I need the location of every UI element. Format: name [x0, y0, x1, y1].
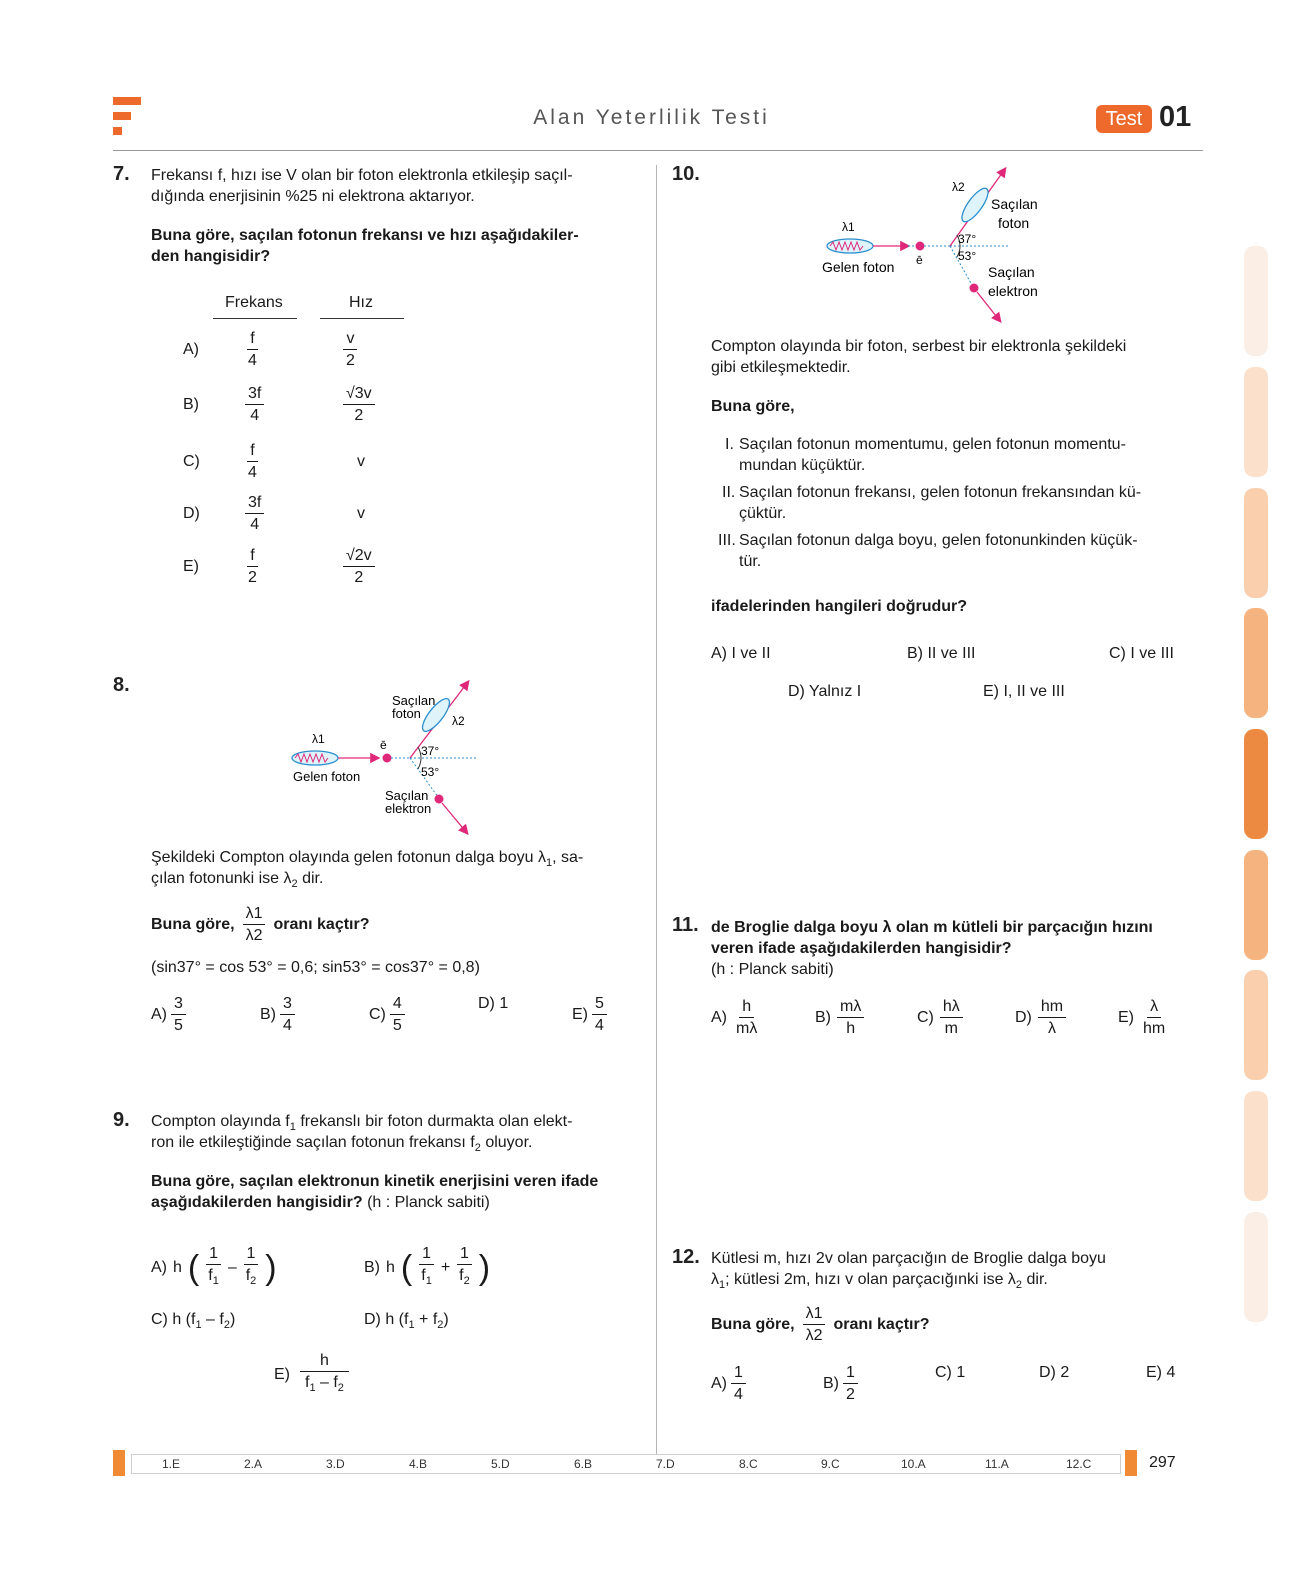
page-number: 297: [1149, 1454, 1176, 1471]
q8-option-label: C): [369, 1005, 386, 1023]
q10-option-b[interactable]: B) II ve III: [907, 645, 976, 662]
q9-option-c[interactable]: [151, 1311, 235, 1331]
q10-scattered-photon-1: Saçılan: [991, 196, 1038, 212]
q11-option-label: D): [1015, 1008, 1032, 1026]
q11-option-frac: [1038, 998, 1066, 1037]
test-number: 01: [1159, 101, 1192, 133]
q12-option-frac-den: 4: [734, 1386, 743, 1403]
q8-text-b: çılan fotonunki ise λ: [151, 870, 292, 887]
q9-e-den-mid: – f: [315, 1374, 338, 1391]
answer-key-item: 10.A: [901, 1457, 926, 1471]
q10-text-line2: gibi etkileşmektedir.: [711, 359, 851, 376]
q12-text-b-sub: 1: [719, 1279, 726, 1292]
q10-statement-line2: tür.: [739, 553, 762, 570]
side-tab-1[interactable]: [1244, 246, 1268, 356]
q8-angle-53: 53°: [421, 765, 440, 779]
q8-option-label: E): [572, 1005, 588, 1023]
q7-col-speed: Hız: [349, 294, 373, 311]
side-tab-4[interactable]: [1244, 608, 1268, 718]
q11-option-frac-den: λ: [1048, 1020, 1056, 1037]
q8-option-label: A): [151, 1005, 167, 1023]
q11-text-line2: veren ifade aşağıdakilerden hangisidir?: [711, 940, 1012, 957]
q11-option-d[interactable]: [1015, 998, 1066, 1037]
q10-incoming-label: Gelen foton: [822, 259, 895, 275]
q12-option-frac-num: 1: [731, 1364, 746, 1384]
q12-text-line2: [711, 1269, 1048, 1296]
q9-option-d-sub2: 2: [437, 1319, 444, 1332]
q7-option-speed-num: √3v: [343, 385, 375, 405]
q9-a-f2-den-sub: 2: [250, 1275, 257, 1288]
q9-b-f2-num: 1: [457, 1245, 472, 1265]
q8-ratio-num: λ1: [243, 905, 266, 925]
side-tab-3[interactable]: [1244, 488, 1268, 598]
q8-text-line2: [151, 868, 323, 895]
q9-question-line1: Buna göre, saçılan elektronun kinetik enerjisini veren ifade: [151, 1173, 599, 1190]
q12-ratio-den: λ2: [805, 1327, 823, 1344]
q9-option-c-sub2: 2: [223, 1319, 230, 1332]
q9-b-f1-den: [418, 1265, 435, 1290]
question-number-12: 12.: [672, 1246, 700, 1268]
q9-e-num: h: [300, 1352, 349, 1372]
q8-electron-label: ē: [380, 738, 387, 752]
q11-option-b[interactable]: [815, 998, 864, 1037]
q7-option-speed-wrap: [343, 547, 375, 586]
q9-question-line2-rest: (h : Planck sabiti): [362, 1194, 490, 1211]
q8-compton-diagram: [280, 675, 500, 840]
q12-option-label: B): [823, 1374, 839, 1392]
q8-ratio: [243, 905, 266, 944]
q7-option-freq: [245, 442, 260, 481]
q9-option-c-close: ): [229, 1311, 236, 1328]
q7-option-speed: [343, 330, 358, 369]
q9-option-c-sub1: 1: [195, 1319, 202, 1332]
answer-key-item: 7.D: [656, 1457, 675, 1471]
q7-option-label: D): [183, 505, 200, 522]
q10-option-a[interactable]: A) I ve II: [711, 645, 771, 662]
q7-option-label: E): [183, 558, 199, 575]
q7-text-line2: dığında enerjisinin %25 ni elektrona aktarıyor.: [151, 188, 475, 205]
test-badge: Test: [1096, 105, 1152, 133]
q7-option-freq-num: f: [247, 330, 257, 350]
q10-scattered-electron-2: elektron: [988, 283, 1038, 299]
q8-option-frac-den: 4: [283, 1017, 292, 1034]
q9-option-a-paren-close: ): [265, 1248, 277, 1287]
side-tab-2[interactable]: [1244, 367, 1268, 477]
q12-text-b-mid: ; kütlesi 2m, hızı v olan parçacığınki ise λ: [725, 1271, 1016, 1288]
q8-text-b-sub: 2: [291, 878, 298, 891]
q7-option-speed: v: [357, 453, 365, 470]
q7-option-freq-den: 2: [248, 569, 257, 586]
q9-option-a-frac2: [243, 1245, 260, 1290]
q10-electron-label: ē: [916, 253, 923, 267]
q12-option-label: A): [711, 1374, 727, 1392]
q9-a-f2-den: [243, 1265, 260, 1290]
q8-incoming-label: Gelen foton: [293, 769, 361, 784]
q9-option-d-text: D) h (f: [364, 1311, 409, 1328]
answer-key-item: 4.B: [409, 1457, 428, 1471]
q8-text-a-end: , sa-: [552, 849, 584, 866]
q9-question-line2: [151, 1192, 490, 1214]
q8-option-frac: [390, 995, 405, 1034]
q10-electron: [916, 242, 925, 251]
q7-option-label: A): [183, 341, 199, 358]
side-tab-6[interactable]: [1244, 850, 1268, 960]
q11-option-frac-den: hm: [1143, 1020, 1166, 1037]
q8-option-c[interactable]: [369, 995, 405, 1034]
q8-option-e[interactable]: [572, 995, 607, 1034]
page-title: Alan Yeterlilik Testi: [533, 106, 770, 129]
q7-option-c[interactable]: [183, 442, 423, 490]
q11-option-frac-den: mλ: [736, 1020, 758, 1037]
q12-text-b-end: dir.: [1022, 1271, 1048, 1288]
q9-question-line2-bold: aşağıdakilerden hangisidir?: [151, 1194, 363, 1211]
q7-option-freq: [245, 385, 264, 424]
q7-option-freq-den: 4: [250, 516, 260, 533]
answer-key-item: 3.D: [326, 1457, 345, 1471]
q10-angle-53: 53°: [958, 249, 977, 263]
q9-b-f1-num: 1: [419, 1245, 434, 1265]
q7-option-speed-wrap: [357, 453, 365, 471]
q9-text-a-end: frekanslı bir foton durmakta olan elekt-: [295, 1113, 573, 1130]
q7-option-freq-den: 4: [250, 407, 260, 424]
q8-scattered-electron-2: elektron: [385, 801, 432, 816]
q7-option-freq: [245, 330, 260, 369]
q8-option-label: D) 1: [478, 995, 509, 1012]
q12-option-c[interactable]: [935, 1364, 965, 1382]
q10-lambda1: λ1: [842, 220, 855, 234]
q9-option-b[interactable]: [364, 1245, 490, 1290]
q8-electron: [383, 754, 392, 763]
q10-statement-line2: mundan küçüktür.: [739, 457, 866, 474]
question-number-8: 8.: [113, 674, 130, 696]
q8-option-frac-num: 3: [280, 995, 295, 1015]
q11-option-frac-num: mλ: [837, 998, 864, 1018]
q8-text-a-sub: 1: [545, 857, 553, 870]
q7-option-d[interactable]: [183, 494, 423, 542]
q7-question-line1: Buna göre, saçılan fotonun frekansı ve hızı aşağıdakiler-: [151, 227, 579, 244]
q12-option-a[interactable]: [711, 1364, 746, 1403]
q10-option-d[interactable]: D) Yalnız I: [788, 683, 862, 700]
q8-option-frac-num: 4: [390, 995, 405, 1015]
q10-option-c[interactable]: C) I ve III: [1109, 645, 1174, 662]
q8-option-b[interactable]: [260, 995, 295, 1034]
side-tab-8[interactable]: [1244, 1091, 1268, 1201]
q9-option-b-label: B): [364, 1258, 380, 1276]
q11-option-frac-den: h: [846, 1020, 856, 1037]
q10-lambda2: λ2: [952, 180, 965, 194]
q7-option-speed-den: 2: [346, 352, 355, 369]
q8-scattered-electron-1: Saçılan: [385, 788, 429, 803]
q9-b-f2-den-sub: 2: [463, 1275, 470, 1288]
header-divider: [113, 150, 1203, 151]
q9-text-a: Compton olayında f: [151, 1113, 290, 1130]
q12-option-e[interactable]: [1146, 1364, 1175, 1382]
q7-option-speed-den: 2: [354, 569, 364, 586]
q9-a-f1-num: 1: [206, 1245, 221, 1265]
q11-text-line1: de Broglie dalga boyu λ olan m kütleli bir parçacığın hızını: [711, 919, 1153, 936]
q9-b-f1-den-f: f: [421, 1267, 426, 1284]
q7-option-freq-num: f: [247, 442, 257, 462]
q9-option-d-sub1: 1: [408, 1319, 415, 1332]
q7-option-freq-wrap: [245, 330, 260, 369]
answer-key-item: 1.E: [162, 1457, 181, 1471]
q7-option-freq-num: f: [247, 547, 257, 567]
q7-option-freq-num: 3f: [245, 385, 264, 405]
q9-b-f2-den-f: f: [459, 1267, 464, 1284]
q9-option-a-paren-open: (: [187, 1248, 200, 1287]
q11-option-frac-num: hm: [1038, 998, 1066, 1018]
q8-option-frac: [280, 995, 295, 1034]
q8-scattered-electron: [435, 795, 444, 804]
q11-option-frac-den: m: [944, 1020, 958, 1037]
answer-key-item: 2.A: [244, 1457, 263, 1471]
q7-col-speed-rule: [320, 318, 404, 319]
q7-text-line1: Frekansı f, hızı ise V olan bir foton elektronla etkileşip saçıl-: [151, 167, 573, 184]
q10-text-line1: Compton olayında bir foton, serbest bir elektronla şekildeki: [711, 338, 1127, 355]
q8-option-d[interactable]: [478, 995, 508, 1013]
q8-option-label: B): [260, 1005, 276, 1023]
answer-key-item: 8.C: [739, 1457, 758, 1471]
q12-question: [711, 1305, 930, 1344]
q9-text-b: ron ile etkileştiğinde saçılan fotonun frekansı f: [151, 1134, 475, 1151]
q9-option-a[interactable]: [151, 1245, 277, 1290]
q9-option-a-label: A): [151, 1258, 167, 1276]
answer-key-left-marker: [113, 1450, 125, 1476]
q9-option-b-frac2: [456, 1245, 473, 1290]
q12-option-frac: [731, 1364, 746, 1403]
answer-key-item: 11.A: [985, 1457, 1009, 1471]
q10-statement-roman: III.: [718, 532, 736, 549]
q7-option-a[interactable]: [183, 330, 423, 378]
q9-e-den-sub1: 1: [309, 1382, 316, 1395]
q9-a-f2-num: 1: [244, 1245, 259, 1265]
q12-text-line1: Kütlesi m, hızı 2v olan parçacığın de Broglie dalga boyu: [711, 1250, 1106, 1267]
q9-option-b-h: h: [386, 1258, 395, 1276]
q11-option-label: B): [815, 1008, 831, 1026]
q7-option-speed-den: 2: [354, 407, 364, 424]
q7-col-freq: Frekans: [225, 294, 283, 311]
q12-option-frac-den: 2: [846, 1386, 855, 1403]
q8-lambda2: λ2: [452, 714, 465, 728]
q9-text-b-sub: 2: [474, 1142, 481, 1155]
q9-option-a-minus: –: [227, 1258, 237, 1276]
q7-option-speed: v: [357, 505, 365, 522]
answer-key-item: 9.C: [821, 1457, 840, 1471]
q11-option-label: E): [1118, 1008, 1134, 1026]
q8-scattered-photon-2: foton: [392, 706, 421, 721]
q7-option-speed-num: v: [343, 330, 357, 350]
answer-key-item: 6.B: [574, 1457, 593, 1471]
q11-option-frac-num: h: [739, 998, 754, 1018]
q8-ratio-den: λ2: [245, 927, 263, 944]
side-tab-7[interactable]: [1244, 970, 1268, 1080]
q9-option-b-plus: +: [440, 1258, 451, 1276]
q7-col-freq-rule: [213, 318, 297, 319]
q7-option-freq-den: 4: [248, 352, 257, 369]
q9-text-b-end: oluyor.: [480, 1134, 533, 1151]
q12-option-label: E) 4: [1146, 1364, 1176, 1381]
q9-text-a-sub: 1: [289, 1121, 296, 1134]
answer-key-item: 5.D: [491, 1457, 510, 1471]
question-number-11: 11.: [672, 914, 699, 936]
q8-option-frac: [171, 995, 186, 1034]
q7-option-speed-num: √2v: [343, 547, 375, 567]
answer-key-right-marker: [1125, 1450, 1137, 1476]
q10-scattered-photon-2: foton: [998, 215, 1030, 231]
q7-option-e[interactable]: [183, 547, 423, 595]
q12-option-b[interactable]: [823, 1364, 858, 1403]
q8-text-b-end: dir.: [297, 870, 324, 887]
q8-given: (sin37° = cos 53° = 0,6; sin53° = cos37° = 0,8): [151, 959, 480, 976]
q10-question-post: ifadelerinden hangileri doğrudur?: [711, 598, 968, 615]
q11-option-frac: [733, 998, 760, 1037]
side-tab-9[interactable]: [1244, 1212, 1268, 1322]
q12-ratio: [803, 1305, 826, 1344]
q9-a-f2-den-f: f: [245, 1267, 251, 1284]
q7-option-b[interactable]: [183, 385, 423, 433]
q11-option-label: A): [711, 1008, 727, 1026]
q7-option-speed-wrap: [343, 330, 358, 369]
q11-option-frac-num: hλ: [940, 998, 963, 1018]
q7-option-freq-wrap: [245, 494, 264, 533]
q8-angle-37: 37°: [421, 744, 440, 758]
q7-option-freq: [245, 547, 260, 586]
q9-option-d[interactable]: [364, 1311, 449, 1331]
q12-text-b-sub2: 2: [1015, 1279, 1023, 1292]
q10-statement-line2: çüktür.: [739, 505, 787, 522]
question-number-10: 10.: [672, 163, 700, 185]
q11-note: (h : Planck sabiti): [711, 961, 834, 978]
q12-option-frac-num: 1: [843, 1364, 858, 1384]
q7-option-speed-wrap: [343, 385, 375, 424]
q9-option-e-label: E): [274, 1365, 290, 1383]
q12-question-pre: Buna göre,: [711, 1315, 795, 1333]
q12-option-label: D) 2: [1039, 1364, 1070, 1381]
q12-option-frac: [843, 1364, 858, 1403]
q8-option-frac-den: 5: [392, 1017, 402, 1034]
q8-option-a[interactable]: [151, 995, 186, 1034]
q7-option-label: C): [183, 453, 200, 470]
q9-option-e[interactable]: [274, 1352, 349, 1397]
q7-question-line2: den hangisidir?: [151, 248, 271, 265]
q9-option-d-close: ): [443, 1311, 449, 1328]
q9-e-den-sub2: 2: [337, 1382, 344, 1395]
q8-electron-arrow: [442, 803, 467, 833]
q8-option-frac: [592, 995, 607, 1034]
q10-question-pre: Buna göre,: [711, 398, 795, 415]
q7-option-freq-den: 4: [248, 464, 257, 481]
q9-option-c-mid: – f: [201, 1311, 224, 1328]
q10-statement-line1: Saçılan fotonun frekansı, gelen fotonun frekansından kü-: [739, 484, 1142, 501]
q11-option-frac: [1140, 998, 1168, 1037]
q10-compton-diagram: [810, 163, 1060, 328]
q11-option-a[interactable]: [711, 998, 760, 1037]
q9-e-den-f1: f: [304, 1374, 310, 1391]
side-tab-5[interactable]: [1244, 729, 1268, 839]
logo-bar-top: [113, 97, 141, 105]
q9-option-c-text: C) h (f: [151, 1311, 196, 1328]
answer-key-strip: [131, 1454, 1121, 1474]
q8-option-frac-num: 5: [592, 995, 607, 1015]
q10-scattered-electron-1: Saçılan: [988, 264, 1035, 280]
q7-option-freq-wrap: [245, 385, 264, 424]
q8-lambda1: λ1: [312, 732, 325, 746]
q11-option-e[interactable]: [1118, 998, 1168, 1037]
q9-a-f1-den-f: f: [208, 1267, 213, 1284]
q11-option-label: C): [917, 1008, 934, 1026]
q8-question-post: oranı kaçtır?: [273, 915, 370, 933]
q8-question: [151, 905, 370, 944]
q12-ratio-num: λ1: [803, 1305, 826, 1325]
answer-key-item: 12.C: [1066, 1457, 1092, 1471]
q9-option-d-mid: + f: [414, 1311, 438, 1328]
q8-scattered-photon-1: Saçılan: [392, 693, 436, 708]
q9-text-line2: [151, 1132, 532, 1159]
q7-option-freq: [245, 494, 264, 533]
q7-option-label: B): [183, 396, 199, 413]
q10-statement-line1: Saçılan fotonun momentumu, gelen fotonun momentu-: [739, 436, 1126, 453]
q7-option-speed: [343, 385, 375, 424]
q10-option-e[interactable]: E) I, II ve III: [983, 683, 1065, 700]
q8-option-frac-den: 5: [174, 1017, 183, 1034]
q12-option-label: C) 1: [935, 1364, 966, 1381]
q12-option-d[interactable]: [1039, 1364, 1069, 1382]
q10-scattered-electron: [970, 284, 979, 293]
q9-option-e-frac: [300, 1352, 349, 1397]
q11-option-frac-num: λ: [1147, 998, 1161, 1018]
q12-question-post: oranı kaçtır?: [833, 1315, 930, 1333]
q7-option-freq-num: 3f: [245, 494, 264, 514]
q9-option-a-h: h: [173, 1258, 182, 1276]
q7-option-speed: [343, 547, 375, 586]
q8-option-frac-num: 3: [171, 995, 186, 1015]
q9-a-f1-den-sub: 1: [212, 1275, 219, 1288]
q9-option-b-paren-open: (: [400, 1248, 413, 1287]
question-number-9: 9.: [113, 1109, 130, 1131]
q8-question-pre: Buna göre,: [151, 915, 235, 933]
q9-option-a-frac1: [205, 1245, 222, 1290]
q9-a-f1-den: [205, 1265, 222, 1290]
q10-statement-roman: I.: [725, 436, 734, 453]
q12-text-b: λ: [711, 1271, 719, 1288]
q9-b-f2-den: [456, 1265, 473, 1290]
q7-option-freq-wrap: [245, 547, 260, 586]
q7-option-freq-wrap: [245, 442, 260, 481]
q9-e-den: [302, 1372, 347, 1397]
q9-option-b-frac1: [418, 1245, 435, 1290]
column-divider: [656, 165, 657, 1455]
q10-statement-roman: II.: [722, 484, 736, 501]
q8-option-frac-den: 4: [595, 1017, 604, 1034]
q11-option-frac: [940, 998, 963, 1037]
q9-b-f1-den-sub: 1: [425, 1275, 432, 1288]
q7-option-speed-wrap: [357, 505, 365, 523]
q9-option-b-paren-close: ): [478, 1248, 491, 1287]
q10-statement-line1: Saçılan fotonun dalga boyu, gelen fotonunkinden küçük-: [739, 532, 1138, 549]
q10-angle-37: 37°: [958, 232, 977, 246]
q11-option-c[interactable]: [917, 998, 963, 1037]
q11-option-frac: [837, 998, 864, 1037]
question-number-7: 7.: [113, 163, 130, 185]
q8-text-a: Şekildeki Compton olayında gelen fotonun dalga boyu λ: [151, 849, 546, 866]
